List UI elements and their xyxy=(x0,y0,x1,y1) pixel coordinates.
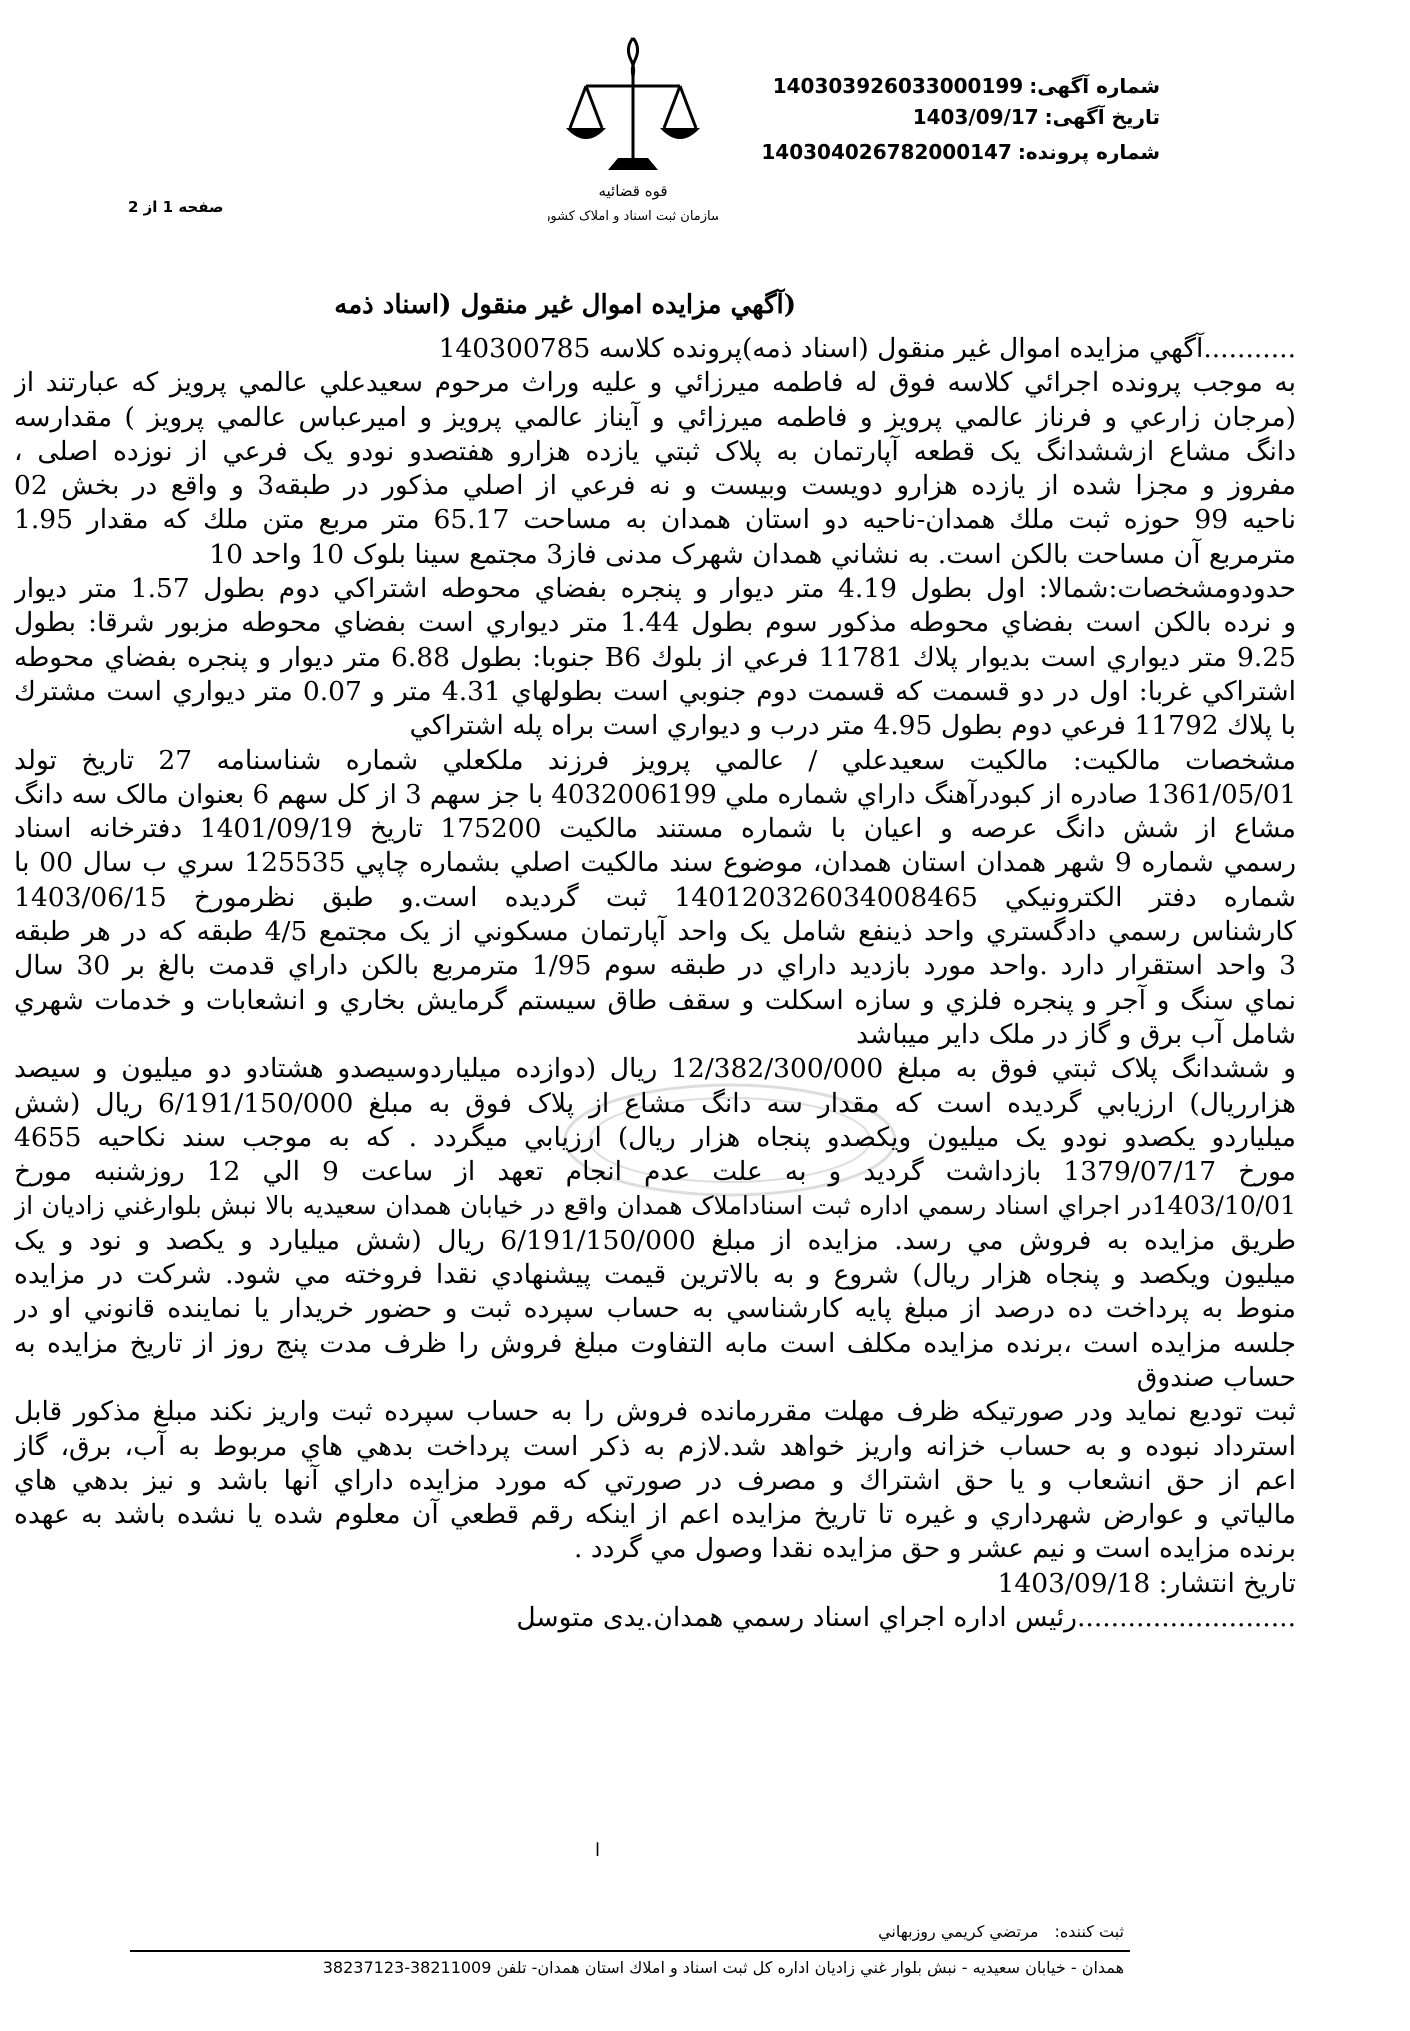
case-number-label: شماره پرونده: xyxy=(1017,140,1160,164)
signature-mark: ا xyxy=(595,1840,601,1861)
body-line: ميلياردو يكصدو نودو يک ميليون ويكصدو پنجاه هزار ريال) ارزيابي ميگردد . كه به موجب سند نكاحيه 4655 xyxy=(14,1121,1296,1153)
body-line: كارشناس رسمي دادگستري واحد ذينفع شامل يک واحد آپارتمان مسكوني از يک مجتمع 4/5 طبقه كه در هر طبقه xyxy=(14,916,1296,948)
notice-date xyxy=(913,105,1160,129)
document-title: (آگهي مزايده اموال غير منقول (اسناد ذمه xyxy=(334,290,796,320)
scales-of-justice-icon xyxy=(548,28,718,238)
body-line: اشتراكي غربا: اول در دو قسمت كه قسمت دوم جنوبي است بطولهاي 4.31 متر و 0.07 متر ديواري است مشترك xyxy=(14,675,1296,707)
body-line: 1361/05/01 صادره از كبودرآهنگ داراي شماره ملي 4032006199 با جز سهم 3 از كل سهم 6 بعنوان مالک سه دانگ xyxy=(14,779,1296,810)
body-line: مالياتي و عوارض شهرداري و غيره تا تاريخ مزايده اعم از اينكه رقم قطعي آن معلوم شده يا نشده باشد به عهده xyxy=(14,1499,1296,1531)
body-line: 1403/10/01در اجراي اسناد رسمي اداره ثبت اسناداملاک همدان واقع در خيابان همدان سعيديه بالا نبش بلوارغني زاديان از xyxy=(14,1191,1296,1221)
body-line: مفروز و مجزا شده از يازده هزارو دويست وبيست و نه فرعي از اصلي مذكور در طبقه3 و واقع در بخش 02 xyxy=(14,470,1296,502)
body-line: جلسه مزايده است ،برنده مزايده مكلف است مابه التفاوت مبلغ فروش را ظرف مدت پنج روز از تاريخ مزايده به xyxy=(14,1327,1296,1359)
body-line: به موجب پرونده اجرائي كلاسه فوق له فاطمه ميرزائي و عليه وراث مرحوم سعيدعلي عالمي پرويز كه عبارتند از xyxy=(14,367,1296,399)
case-number xyxy=(761,140,1160,164)
body-line: 9.25 متر ديواري است بديوار پلاك 11781 فرعي از بلوك B6 جنوبا: بطول 6.88 متر ديوار و پنجره بفضاي محوطه xyxy=(14,641,1296,673)
body-line: دانگ مشاع ازششدانگ يک قطعه آپارتمان به پلاک ثبتي يازده هزارو هفتصدو نودو يک فرعي از نوزده اصلی ، xyxy=(14,435,1296,467)
body-line: (مرجان زارعي و فرناز عالمي پرويز و فاطمه ميرزائي و آيناز عالمي پرويز و اميرعباس عالمي پرويز ) مقدارسه xyxy=(14,401,1296,433)
notice-number-value: 140303926033000199 xyxy=(772,74,1024,98)
notice-number xyxy=(773,74,1160,98)
body-line: مورخ 1379/07/17 بازداشت گرديد و به علت عدم انجام تعهد از ساعت 9 الي 12 روزشنبه مورخ xyxy=(14,1156,1296,1188)
registrar-name: مرتضي كريمي روزبهاني xyxy=(878,1922,1039,1941)
notice-number-label: شماره آگهی: xyxy=(1029,74,1160,98)
body-line: استرداد نبوده و به حساب خزانه واريز خواهد شد.لازم به ذكر است پرداخت بدهي هاي مربوط به آب، برق، گاز xyxy=(14,1430,1296,1462)
judiciary-emblem xyxy=(548,28,718,238)
body-line: و نرده بالكن است بفضاي محوطه مذكور سوم بطول 1.44 متر ديواري است بفضاي محوطه مزبور شرقا: بطول xyxy=(14,607,1296,639)
body-line: مترمربع آن مساحت بالكن است. به نشاني همدان شهرک مدنی فاز3 مجتمع سينا بلوک 10 واحد 10 xyxy=(209,538,1296,570)
body-line: 3 واحد استقرار دارد .واحد مورد بازديد داراي در طبقه سوم 1/95 مترمربع بالكن داراي قدمت بالغ بر 30 سال xyxy=(14,950,1296,982)
body-line: طريق مزايده به فروش مي رسد. مزايده از مبلغ 6/191/150/000 ريال (شش ميليارد و يكصد و نود و يک xyxy=(14,1224,1296,1256)
body-line: هزارريال) ارزيابي گرديده است كه مقدار سه دانگ مشاع از پلاک فوق به مبلغ 6/191/150/000 ريال (شش xyxy=(14,1087,1296,1119)
body-line: مشخصات مالكيت: مالكيت سعيدعلي / عالمي پرويز فرزند ملكعلي شماره شناسنامه 27 تاريخ تولد xyxy=(14,744,1296,776)
body-line: منوط به پرداخت ده درصد از مبلغ پايه كارشناسي به حساب سپرده ثبت و حضور خريدار يا نماينده قانوني او در xyxy=(14,1293,1296,1325)
body-line: مشاع از شش دانگ عرصه و اعيان با شماره مستند مالكيت 175200 تاريخ 1401/09/19 دفترخانه اسناد xyxy=(14,813,1296,845)
document-body xyxy=(14,332,1296,1635)
body-line: ثبت توديع نمايد ودر صورتيكه ظرف مهلت مقررمانده فروش را به حساب سپرده ثبت واريز نكند مبلغ مذكور قابل xyxy=(14,1396,1296,1428)
body-line: رسمي شماره 9 شهر همدان استان همدان، موضوع سند مالكيت اصلي بشماره چاپي 125535 سري ب سال 00 با xyxy=(14,847,1296,879)
case-number-value: 140304026782000147 xyxy=(761,140,1012,164)
body-line: شامل آب برق و گاز در ملک داير ميباشد xyxy=(856,1018,1296,1050)
registrar xyxy=(878,1922,1124,1941)
body-line: اعم از حق انشعاب و يا حق اشتراك و مصرف در صورتي كه مورد مزايده داراي آنها باشد و نيز بدهي هاي xyxy=(14,1464,1296,1496)
body-line: تاريخ انتشار: 1403/09/18 xyxy=(997,1567,1296,1599)
office-address: همدان - خيابان سعيديه - نبش بلوار غني زاديان اداره كل ثبت اسناد و املاك استان همدان- تلفن 38211009-38237123 xyxy=(322,1958,1124,1977)
body-line: حدودومشخصات:شمالا: اول بطول 4.19 متر ديوار و پنجره بفضاي محوطه اشتراكي دوم بطول 1.57 متر ديوار xyxy=(14,573,1296,605)
emblem-line1: قوه قضائیه xyxy=(598,182,668,200)
footer-divider xyxy=(130,1950,1130,1952)
page-indicator: صفحه 1 از 2 xyxy=(128,198,224,216)
body-line: ميليون ويكصد و پنجاه هزار ريال) شروع و به بالاترين قيمت پيشنهادي نقدا فروخته مي شود. شركت در مزايده xyxy=(14,1259,1296,1291)
notice-date-label: تاریخ آگهی: xyxy=(1044,105,1160,129)
emblem-line2: سازمان ثبت اسناد و املاک کشور xyxy=(548,209,718,224)
notice-date-value: 1403/09/17 xyxy=(912,105,1039,129)
body-line: و ششدانگ پلاک ثبتي فوق به مبلغ 12/382/300/000 ريال (دوازده ميلياردوسيصدو هشتادو دو ميليون و سيصد xyxy=(14,1053,1296,1085)
body-line: با پلاك 11792 فرعي دوم بطول 4.95 متر درب و ديواري است براه پله اشتراكي xyxy=(409,710,1296,742)
body-line: ...........آگهي مزايده اموال غير منقول (اسناد ذمه)پرونده كلاسه 140300785 xyxy=(438,333,1296,364)
body-line: ناحيه 99 حوزه ثبت ملك همدان-ناحيه دو استان همدان به مساحت 65.17 متر مربع متن ملك كه مقدار 1.95 xyxy=(14,504,1296,536)
registrar-label: ثبت كننده: xyxy=(1054,1922,1124,1941)
body-line: برنده مزايده است و نيم عشر و حق مزايده نقدا وصول مي گردد . xyxy=(574,1533,1296,1565)
body-line: شماره دفتر الكترونيكي 140120326034008465 ثبت گرديده است.و طبق نظرمورخ 1403/06/15 xyxy=(14,881,1296,913)
body-line: نماي سنگ و آجر و پنجره فلزي و سازه اسكلت و سقف طاق سيستم گرمايش بخاري و انشعابات و خدمات شهري xyxy=(14,984,1296,1016)
body-line: حساب صندوق xyxy=(1136,1361,1296,1393)
body-line: ..........................رئيس اداره اجراي اسناد رسمي همدان.يدی متوسل xyxy=(516,1601,1296,1633)
